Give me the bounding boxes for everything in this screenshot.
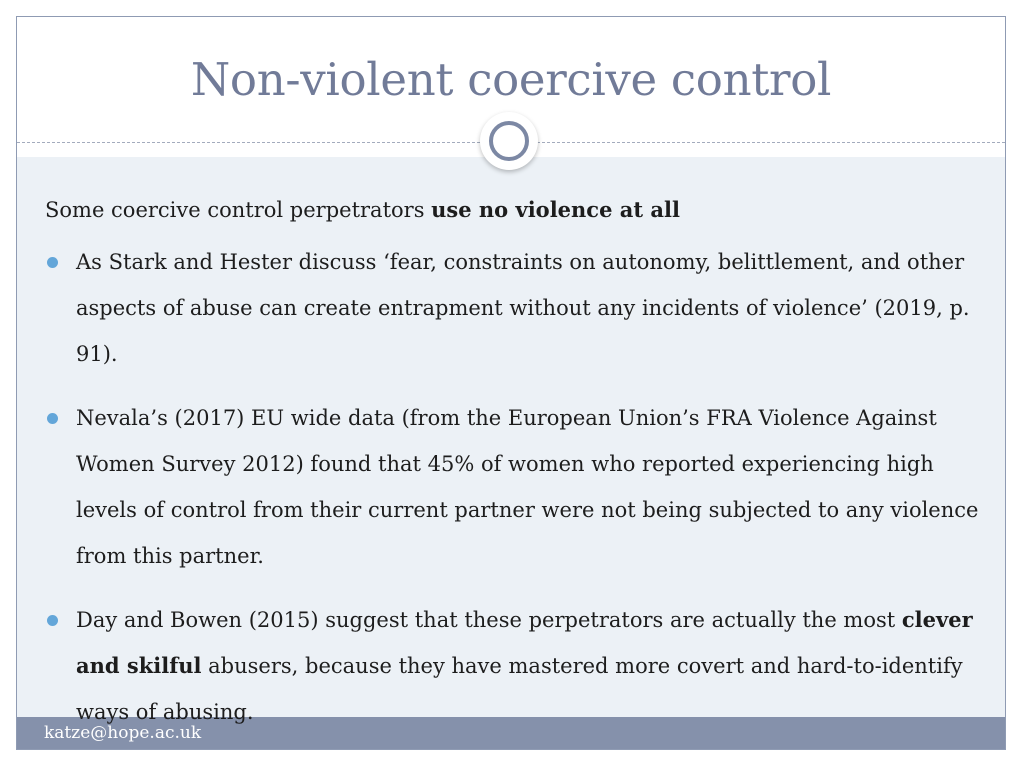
slide [16, 16, 1006, 750]
intro-bold-text: use no violence at all [431, 197, 680, 222]
footer-email[interactable]: katze@hope.ac.uk [44, 723, 202, 743]
slide-title: Non-violent coercive control [190, 53, 832, 106]
intro-line [45, 197, 980, 223]
bullet-dot-icon [47, 257, 58, 268]
bullet-dot-icon [47, 615, 58, 626]
bullet-text-before: Day and Bowen (2015) suggest that these perpetrators are actually the most [76, 608, 902, 632]
bullet-dot-icon [47, 413, 58, 424]
bullet-item [45, 395, 980, 579]
bullet-bold-text: clever and skilful [76, 607, 973, 678]
bullet-text: Nevala’s (2017) EU wide data (from the European Union’s FRA Violence Against Women Survey 2012) found that 45% of women who reported experiencing high levels of control from their current partner were not being subjected to any violence from this partner. [76, 406, 979, 568]
slide-body [45, 197, 980, 750]
circle-ornament-icon [480, 112, 538, 170]
intro-text: Some coercive control perpetrators [45, 198, 432, 222]
bullet-text-after: abusers, because they have mastered more covert and hard-to-identify ways of abusing. [76, 654, 963, 724]
bullet-text: As Stark and Hester discuss ‘fear, constraints on autonomy, belittlement, and other aspects of abuse can create entrapment without any incidents of violence’ (2019, p. 91). [76, 250, 970, 366]
bullet-item [45, 239, 980, 377]
bullet-item [45, 597, 980, 735]
